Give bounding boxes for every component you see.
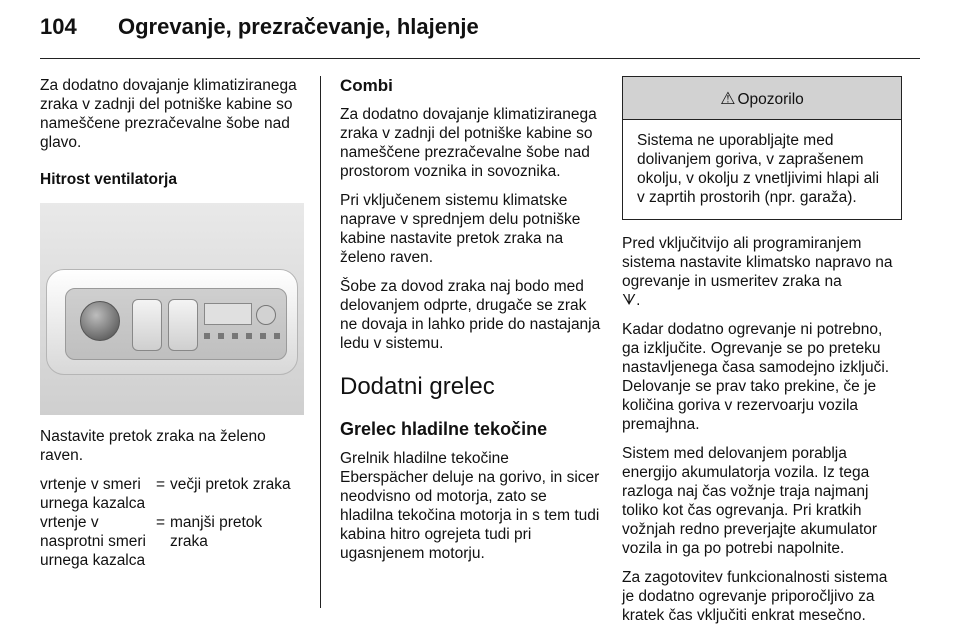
coolant-heater-heading: Grelec hladilne tekočine [340,419,548,439]
column-left [40,76,304,570]
combi-paragraph: Za dodatno dovajanje klimatiziranega zraka v zadnji del potniške kabine so nameščene prezračevalne šobe nad prostorom voznika in sovoznika. [340,106,597,180]
fan-knob-icon [80,301,120,341]
button-icon [256,305,276,325]
page-number: 104 [40,14,77,39]
warning-text: Sistema ne uporabljajte med dolivanjem goriva, v zaprašenem okolju, v okolju z vnetljivimi hlapi ali v zaprtih prostorih (npr. garaža). [637,132,880,206]
switch-1-icon [132,299,162,351]
coolant-heater-text: Eberspächer deluje na gorivo, in sicer neodvisno od motorja, zato se hladilna tekočina motorja in s tem tudi kabina hitro ogrejeta tudi pri ugasnjenem motorju. [340,469,600,562]
right-paragraph-4: Za zagotovitev funkcionalnosti sistema je dodatno ogrevanje priporočljivo za kratek čas vključiti enkrat mesečno. [622,569,888,624]
column-right [622,76,902,635]
middle-paragraph-2: Pri vključenem sistemu klimatske naprave v sprednjem delu potniške kabine nastavite pretok zraka na želeno raven. [340,192,581,266]
right-paragraph-2: Kadar dodatno ogrevanje ni potrebno, ga izključite. Ogrevanje se po preteku nastavljenega časa samodejno izključi. Delovanje se prav tako prekine, če je količina goriva v rezervoarju vozila premajhna. [622,321,890,433]
fan-speed-heading: Hitrost ventilatorja [40,171,177,188]
control-panel-photo [40,203,304,415]
indicator-row-icon [204,333,280,339]
warning-triangle-icon: ⚠ [720,89,736,108]
def-term-1: vrtenje v smeri urnega kazalca [40,476,146,512]
airflow-windscreen-icon: ᗐ [622,292,637,309]
right-paragraph-3: Sistem med delovanjem porablja energijo akumulatorja vozila. Iz tega razloga naj čas vožnje traja najmanj toliko kot čas ogrevanja. Pri kratkih vožnjah redno preverjajte akumulator vozila in ga po potrebi napolnite. [622,445,878,557]
combi-heading: Combi [340,76,393,95]
coolant-heater-lead: Grelnik hladilne tekočine [340,450,509,467]
intro-paragraph: Za dodatno dovajanje klimatiziranega zraka v zadnji del potniške kabine so nameščene prezračevalne šobe nad glavo. [40,77,297,151]
definition-list [40,475,304,570]
page-title: Ogrevanje, prezračevanje, hlajenje [118,14,479,39]
right-paragraph-1: Pred vključitvijo ali programiranjem sistema nastavite klimatsko napravo na ogrevanje in usmeritev zraka na ᗐ. [622,235,893,309]
column-middle [340,76,604,573]
section-heading: Dodatni grelec [340,373,495,400]
page-header [40,14,920,40]
display-icon [204,303,252,325]
def-term-2: vrtenje v nasprotni smeri urnega kazalca [40,514,146,569]
after-photo-paragraph: Nastavite pretok zraka na želeno raven. [40,428,266,464]
switch-2-icon [168,299,198,351]
warning-box [622,76,902,220]
panel-inset [65,288,287,360]
warning-title: Opozorilo [737,91,804,108]
column-divider-1 [320,76,321,608]
def-sep-2: = [156,514,166,531]
panel-housing [46,269,298,375]
header-rule [40,58,920,59]
middle-paragraph-3: Šobe za dovod zraka naj bodo med delovanjem odprte, drugače se zrak ne dovaja in lahko pride do nastajanja ledu v sistemu. [340,278,601,352]
warning-header [623,77,901,120]
def-desc-1: večji pretok zraka [170,476,291,493]
def-desc-2: manjši pretok zraka [170,514,263,550]
def-sep-1: = [156,476,166,493]
